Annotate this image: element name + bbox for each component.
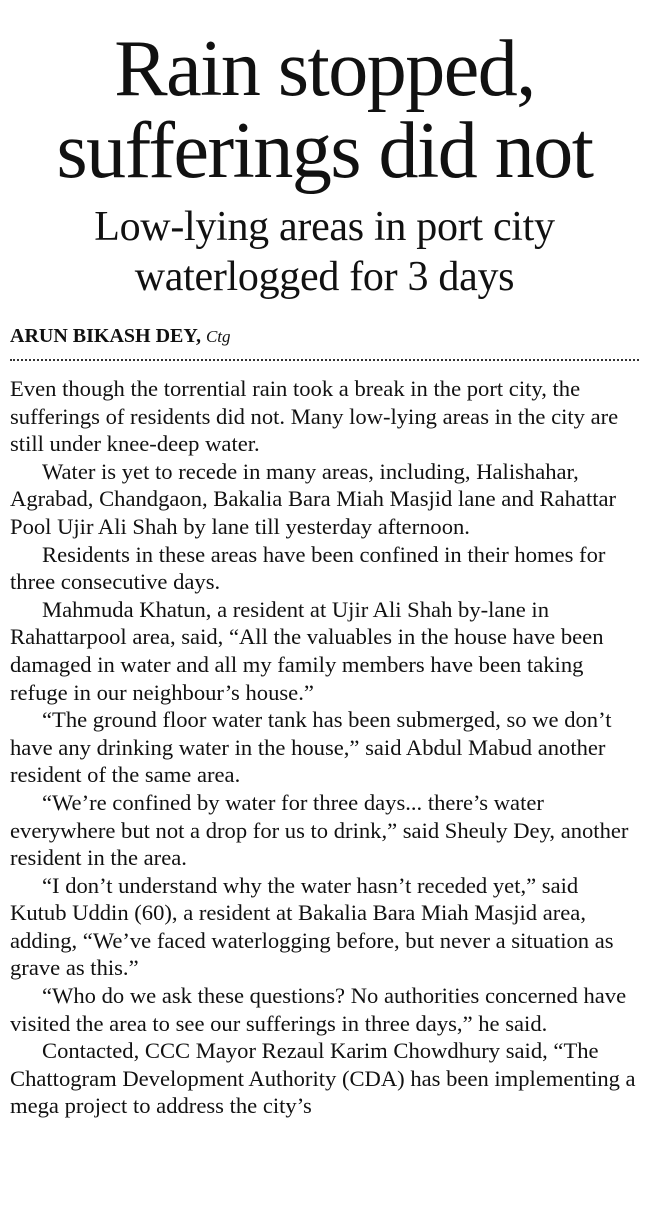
paragraph: Even though the torrential rain took a break in the port city, the sufferings of residents did not. Many low-lying areas in the city are still under knee-deep water. [10, 376, 619, 457]
paragraph: Water is yet to recede in many areas, including, Halishahar, Agrabad, Chandgaon, Bakalia Bara Miah Masjid lane and Rahattar Pool Ujir Ali Shah by lane till yesterday afternoon. [10, 458, 617, 539]
paragraph: “We’re confined by water for three days... there’s water everywhere but not a drop for us to drink,” said Sheuly Dey, another resident in the area. [10, 789, 629, 871]
paragraph: “I don’t understand why the water hasn’t receded yet,” said Kutub Uddin (60), a resident at Bakalia Bara Miah Masjid area, adding, “We’ve faced waterlogging before, but never a situation as grave as this.” [10, 872, 614, 981]
subheadline [10, 192, 639, 302]
headline-line-2: sufferings did not [56, 107, 593, 195]
subheadline-line-2: waterlogged for 3 days [134, 254, 515, 300]
article-body [10, 375, 639, 1120]
author-name: ARUN BIKASH DEY, [10, 325, 201, 347]
paragraph: “Who do we ask these questions? No authorities concerned have visited the area to see our sufferings in three days,” he said. [10, 983, 627, 1036]
dotted-divider [10, 359, 639, 361]
paragraph: Contacted, CCC Mayor Rezaul Karim Chowdhury said, “The Chattogram Development Authority (CDA) has been implementing a mega project to address the city’s [10, 1038, 636, 1119]
subheadline-line-1: Low-lying areas in port city [94, 204, 555, 250]
paragraph: Mahmuda Khatun, a resident at Ujir Ali Shah by-lane in Rahattarpool area, said, “All the valuables in the house have been damaged in water and all my family members have been taking refuge in our neighbour’s house.” [10, 596, 604, 705]
paragraph: Residents in these areas have been confined in their homes for three consecutive days. [10, 541, 606, 595]
dateline-location: Ctg [205, 327, 231, 346]
headline [10, 0, 639, 195]
byline [10, 324, 639, 349]
headline-line-1: Rain stopped, [114, 25, 535, 113]
paragraph: “The ground floor water tank has been submerged, so we don’t have any drinking water in the house,” said Abdul Mabud another resident of the same area. [10, 707, 612, 788]
